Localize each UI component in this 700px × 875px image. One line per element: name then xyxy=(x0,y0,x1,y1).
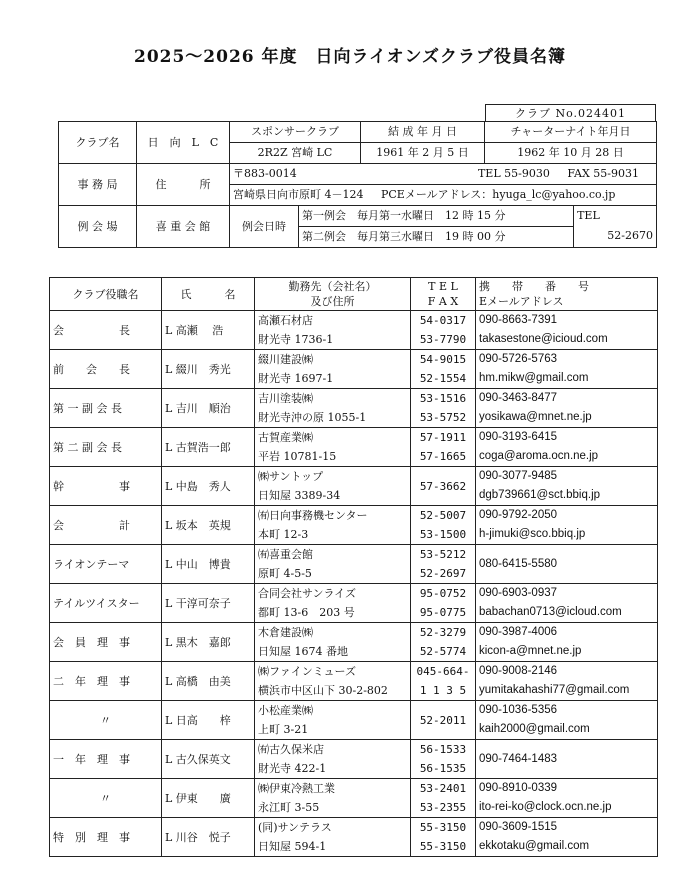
officer-fax: 53-5752 xyxy=(419,411,467,424)
workplace-company: 合同会社サンライズ xyxy=(258,587,357,600)
postal-code: 〒883-0014 xyxy=(233,167,297,180)
header-mobile xyxy=(476,278,658,311)
officer-name: L 中山 博貴 xyxy=(162,545,255,584)
officer-fax: 52-2697 xyxy=(419,567,467,580)
officer-telfax xyxy=(411,662,476,701)
officer-tel: 56-1533 xyxy=(419,743,467,756)
workplace-address: 本町 12-3 xyxy=(258,528,309,541)
officer-email: kaih2000@gmail.com xyxy=(479,723,590,735)
workplace-company: 綴川建設㈱ xyxy=(258,353,313,366)
officer-telfax xyxy=(411,428,476,467)
officer-telfax xyxy=(411,818,476,857)
officer-mobile: 090-9008-2146 xyxy=(479,665,558,677)
officer-email: coga@aroma.ocn.ne.jp xyxy=(479,450,599,462)
header-work-line1: 勤務先（会社名） xyxy=(288,280,377,293)
officer-contact xyxy=(476,350,658,389)
charter-label: チャーターナイト年月日 xyxy=(485,122,657,143)
officer-fax: 53-7790 xyxy=(419,333,467,346)
venue-name: 喜 重 会 館 xyxy=(137,206,230,248)
officer-workplace xyxy=(255,467,411,506)
venue-tel: 52-2670 xyxy=(607,229,653,242)
officer-contact xyxy=(476,623,658,662)
officer-workplace xyxy=(255,779,411,818)
officer-contact xyxy=(476,740,658,779)
officer-workplace xyxy=(255,545,411,584)
officer-workplace xyxy=(255,350,411,389)
workplace-company: (同)サンテラス xyxy=(258,821,332,834)
officer-email: yosikawa@mnet.ne.jp xyxy=(479,411,592,423)
workplace-address: 永江町 3-55 xyxy=(258,801,320,814)
officer-telfax xyxy=(411,389,476,428)
workplace-company: ㈱サントップ xyxy=(258,470,324,483)
officer-email: yumitakahashi77@gmail.com xyxy=(479,684,630,696)
workplace-company: 小松産業㈱ xyxy=(258,704,313,717)
officer-tel: 54-0317 xyxy=(419,314,467,327)
officer-role: ライオンテーマ xyxy=(50,545,162,584)
officer-tel: 53-1516 xyxy=(419,392,467,405)
meeting-first: 第一例会 毎月第一水曜日 12 時 15 分 xyxy=(299,206,574,227)
officer-contact xyxy=(476,467,658,506)
officer-fax: 95-0775 xyxy=(419,606,467,619)
workplace-company: 吉川塗装㈱ xyxy=(258,392,313,405)
table-row xyxy=(50,311,658,350)
officer-name: L 川谷 悦子 xyxy=(162,818,255,857)
table-row xyxy=(50,701,658,740)
officer-contact xyxy=(476,545,658,584)
address-label: 住 所 xyxy=(137,164,230,206)
officer-contact xyxy=(476,506,658,545)
workplace-address: 日知屋 1674 番地 xyxy=(258,645,348,658)
officer-tel: 53-5212 xyxy=(419,548,467,561)
founded-label: 結 成 年 月 日 xyxy=(361,122,485,143)
workplace-address: 都町 13-6 203 号 xyxy=(258,606,355,619)
table-row xyxy=(50,428,658,467)
workplace-company: 古賀産業㈱ xyxy=(258,431,313,444)
officer-email: babachan0713@icloud.com xyxy=(479,606,622,618)
officer-mobile: 080-6415-5580 xyxy=(479,557,558,570)
officer-role: 第 二 副 会 長 xyxy=(50,428,162,467)
workplace-address: 財光寺 1736-1 xyxy=(258,333,334,346)
officer-role: 特 別 理 事 xyxy=(50,818,162,857)
officer-telfax xyxy=(411,350,476,389)
table-row xyxy=(50,545,658,584)
header-fax: F A X xyxy=(427,295,459,308)
workplace-company: ㈱ファインミューズ xyxy=(258,665,357,678)
workplace-company: ㈲古久保米店 xyxy=(258,743,324,756)
officer-telfax xyxy=(411,506,476,545)
header-work xyxy=(255,278,411,311)
officer-contact xyxy=(476,818,658,857)
officer-email: hm.mikw@gmail.com xyxy=(479,372,589,384)
table-row xyxy=(50,467,658,506)
officer-contact xyxy=(476,311,658,350)
officer-tel: 52-5007 xyxy=(419,509,467,522)
officer-contact xyxy=(476,428,658,467)
officer-workplace xyxy=(255,506,411,545)
workplace-address: 原町 4-5-5 xyxy=(258,567,312,580)
officer-mobile: 090-8910-0339 xyxy=(479,782,558,794)
officer-workplace xyxy=(255,818,411,857)
officer-workplace xyxy=(255,389,411,428)
header-role: クラブ役職名 xyxy=(50,278,162,311)
officer-tel: 52-3279 xyxy=(419,626,467,639)
club-name-label: クラブ名 xyxy=(59,122,137,164)
officer-workplace xyxy=(255,623,411,662)
workplace-company: 木倉建設㈱ xyxy=(258,626,313,639)
officer-name: L 干淳可奈子 xyxy=(162,584,255,623)
workplace-address: 財光寺沖の原 1055-1 xyxy=(258,411,367,424)
officer-telfax xyxy=(411,623,476,662)
table-row xyxy=(50,389,658,428)
officer-name: L 綴川 秀光 xyxy=(162,350,255,389)
officer-name: L 中島 秀人 xyxy=(162,467,255,506)
workplace-address: 財光寺 1697-1 xyxy=(258,372,334,385)
club-name: 日 向 L C xyxy=(137,122,230,164)
officer-contact xyxy=(476,701,658,740)
venue-label: 例 会 場 xyxy=(59,206,137,248)
officer-tel: 57-1911 xyxy=(419,431,467,444)
officer-name: L 日高 梓 xyxy=(162,701,255,740)
header-telfax xyxy=(411,278,476,311)
officer-role: 会 員 理 事 xyxy=(50,623,162,662)
club-number: クラブ No.024401 xyxy=(485,104,656,122)
officer-mobile: 090-3987-4006 xyxy=(479,626,558,638)
officer-telfax xyxy=(411,311,476,350)
officer-workplace xyxy=(255,311,411,350)
officer-fax: 52-1554 xyxy=(419,372,467,385)
officer-name: L 高橋 由美 xyxy=(162,662,255,701)
officer-tel: 95-0752 xyxy=(419,587,467,600)
officer-telfax xyxy=(411,467,476,506)
officer-contact xyxy=(476,662,658,701)
sponsor-label: スポンサークラブ xyxy=(230,122,361,143)
officer-mobile: 090-7464-1483 xyxy=(479,752,558,765)
officer-name: L 坂本 英規 xyxy=(162,506,255,545)
officer-mobile: 090-5726-5763 xyxy=(479,353,558,365)
header-mobile-line2: Eメールアドレス xyxy=(479,295,564,308)
officer-tel: 55-3150 xyxy=(419,821,467,834)
founded-date: 1961 年 2 月 5 日 xyxy=(361,143,485,164)
workplace-company: ㈲喜重会館 xyxy=(258,548,313,561)
officer-fax: 56-1535 xyxy=(419,762,467,775)
table-row xyxy=(50,506,658,545)
officer-role: 〃 xyxy=(50,779,162,818)
officer-workplace xyxy=(255,701,411,740)
workplace-address: 財光寺 422-1 xyxy=(258,762,327,775)
officer-role: 一 年 理 事 xyxy=(50,740,162,779)
officer-roster-table xyxy=(49,277,658,857)
workplace-address: 横浜市中区山下 30-2-802 xyxy=(258,684,388,697)
office-tel: TEL 55-9030 xyxy=(477,167,550,180)
workplace-company: ㈱伊東冷熱工業 xyxy=(258,782,335,795)
header-name: 氏 名 xyxy=(162,278,255,311)
officer-email: dgb739661@sct.bbiq.jp xyxy=(479,489,601,501)
officer-fax: 55-3150 xyxy=(419,840,467,853)
officer-telfax xyxy=(411,740,476,779)
officer-email: ekkotaku@gmail.com xyxy=(479,840,590,852)
officer-telfax xyxy=(411,701,476,740)
officer-fax: 53-2355 xyxy=(419,801,467,814)
officer-mobile: 090-3077-9485 xyxy=(479,470,558,482)
officer-workplace xyxy=(255,428,411,467)
table-row xyxy=(50,584,658,623)
office-fax: FAX 55-9031 xyxy=(567,167,639,180)
officer-contact xyxy=(476,389,658,428)
meeting-cell xyxy=(230,206,657,248)
officer-telfax xyxy=(411,545,476,584)
officer-fax: 52-5774 xyxy=(419,645,467,658)
header-tel: T E L xyxy=(428,280,458,293)
page-title: 2025～2026 年度 日向ライオンズクラブ役員名簿 xyxy=(133,47,567,67)
meeting-label: 例会日時 xyxy=(230,206,299,247)
officer-telfax xyxy=(411,779,476,818)
officer-fax: 1 1 3 5 xyxy=(419,684,467,697)
officer-contact xyxy=(476,584,658,623)
officer-name: L 古賀浩一郎 xyxy=(162,428,255,467)
office-label: 事 務 局 xyxy=(59,164,137,206)
officer-workplace xyxy=(255,740,411,779)
office-contact xyxy=(230,164,657,185)
table-row xyxy=(50,740,658,779)
officer-role: 二 年 理 事 xyxy=(50,662,162,701)
officer-name: L 伊東 廣 xyxy=(162,779,255,818)
workplace-company: ㈲日向事務機センター xyxy=(258,509,368,522)
workplace-address: 平岩 10781-15 xyxy=(258,450,337,463)
officer-tel: 53-2401 xyxy=(419,782,467,795)
office-address-row xyxy=(230,185,657,206)
meeting-second: 第二例会 毎月第三水曜日 19 時 00 分 xyxy=(299,227,574,248)
officer-tel: 045-664- xyxy=(416,665,470,678)
venue-tel-label: TEL xyxy=(577,209,600,222)
officer-mobile: 090-9792-2050 xyxy=(479,509,558,521)
table-row xyxy=(50,818,658,857)
officer-role: 会 長 xyxy=(50,311,162,350)
officer-email: ito-rei-ko@clock.ocn.ne.jp xyxy=(479,801,612,813)
officer-tel: 54-9015 xyxy=(419,353,467,366)
workplace-address: 日知屋 594-1 xyxy=(258,840,327,853)
officer-telfax xyxy=(411,584,476,623)
officer-name: L 吉川 順治 xyxy=(162,389,255,428)
workplace-address: 日知屋 3389-34 xyxy=(258,489,341,502)
officer-mobile: 090-1036-5356 xyxy=(479,704,558,716)
club-info-table xyxy=(58,121,657,248)
officer-mobile: 090-6903-0937 xyxy=(479,587,558,599)
officer-email: kicon-a@mnet.ne.jp xyxy=(479,645,582,657)
officer-fax: 53-1500 xyxy=(419,528,467,541)
table-row xyxy=(50,623,658,662)
officer-role: 第 一 副 会 長 xyxy=(50,389,162,428)
officer-tel: 57-3662 xyxy=(419,479,467,493)
officer-name: L 黒木 嘉郎 xyxy=(162,623,255,662)
office-email: PCEメールアドレス：hyuga_lc@yahoo.co.jp xyxy=(380,188,616,201)
header-work-line2: 及び住所 xyxy=(310,295,355,308)
officer-name: L 高瀬 浩 xyxy=(162,311,255,350)
table-row xyxy=(50,350,658,389)
officer-workplace xyxy=(255,662,411,701)
venue-tel-cell xyxy=(574,206,656,247)
officer-role: 会 計 xyxy=(50,506,162,545)
officer-mobile: 090-3463-8477 xyxy=(479,392,558,404)
table-row xyxy=(50,662,658,701)
officer-contact xyxy=(476,779,658,818)
officer-email: h-jimuki@sco.bbiq.jp xyxy=(479,528,586,540)
officer-role: 幹 事 xyxy=(50,467,162,506)
officer-role: 〃 xyxy=(50,701,162,740)
officer-name: L 古久保英文 xyxy=(162,740,255,779)
header-mobile-line1: 携 帯 番 号 xyxy=(479,280,589,293)
sponsor-club: 2R2Z 宮崎 LC xyxy=(230,143,361,164)
officer-mobile: 090-8663-7391 xyxy=(479,314,558,326)
officer-mobile: 090-3193-6415 xyxy=(479,431,558,443)
roster-header xyxy=(50,278,658,311)
officer-workplace xyxy=(255,584,411,623)
officer-role: テイルツイスター xyxy=(50,584,162,623)
officer-tel: 52-2011 xyxy=(419,713,467,727)
workplace-address: 上町 3-21 xyxy=(258,723,309,736)
office-address: 宮崎県日向市原町 4－124 xyxy=(233,188,364,201)
workplace-company: 高瀬石材店 xyxy=(258,314,313,327)
officer-mobile: 090-3609-1515 xyxy=(479,821,558,833)
charter-date: 1962 年 10 月 28 日 xyxy=(485,143,657,164)
table-row xyxy=(50,779,658,818)
officer-email: takasestone@icioud.com xyxy=(479,333,608,345)
officer-role: 前 会 長 xyxy=(50,350,162,389)
officer-fax: 57-1665 xyxy=(419,450,467,463)
